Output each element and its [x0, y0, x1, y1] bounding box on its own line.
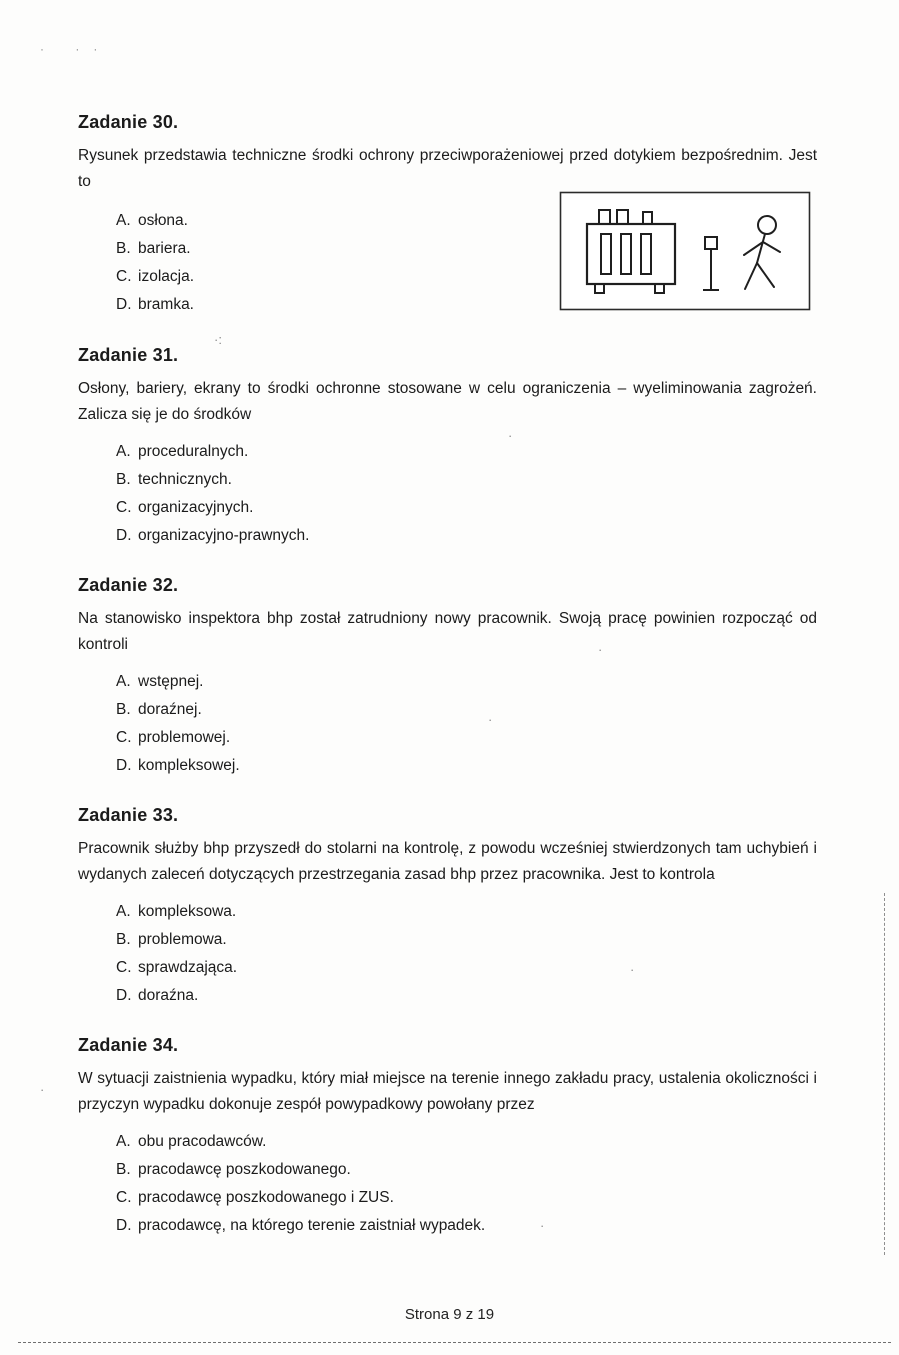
- question-31: [78, 345, 817, 549]
- option-letter: B.: [116, 1161, 131, 1178]
- option-b: [116, 1156, 817, 1183]
- option-letter: C.: [116, 1189, 132, 1206]
- option-text: pracodawcę poszkodowanego i ZUS.: [138, 1189, 394, 1206]
- option-letter: C.: [116, 268, 132, 285]
- option-text: obu pracodawców.: [138, 1133, 267, 1150]
- option-letter: A.: [116, 903, 131, 920]
- scan-artifact-right-dashed-line: [884, 893, 885, 1255]
- scan-artifact-dot: ·: [598, 642, 603, 657]
- option-c: [116, 954, 817, 981]
- option-d: [116, 752, 817, 779]
- option-letter: B.: [116, 931, 131, 948]
- option-letter: C.: [116, 729, 132, 746]
- option-c: [116, 724, 817, 751]
- option-letter: C.: [116, 499, 132, 516]
- question-body: Osłony, bariery, ekrany to środki ochronne stosowane w celu ograniczenia – wyeliminowania zagrożeń. Zalicza się je do środków: [78, 380, 817, 423]
- options-list: [78, 207, 194, 319]
- option-letter: D.: [116, 987, 132, 1004]
- scan-artifact-specks: · ··: [40, 42, 112, 56]
- option-letter: A.: [116, 212, 131, 229]
- option-text: problemowej.: [138, 729, 231, 746]
- option-text: osłona.: [138, 212, 188, 229]
- scan-artifact-dot: ·: [40, 1082, 45, 1097]
- option-b: [116, 466, 817, 493]
- scan-artifact-dot: ·: [488, 712, 493, 727]
- option-c: [116, 494, 817, 521]
- option-d: [116, 1212, 817, 1239]
- scan-artifact-dot: ·:: [214, 332, 222, 347]
- options-list: [78, 898, 817, 1009]
- scan-artifact-bottom-dashed-line: [18, 1342, 891, 1343]
- question-body: Pracownik służby bhp przyszedł do stolarni na kontrolę, z powodu wcześniej stwierdzonych tam uchybień i wydanych zaleceń dotyczących przestrzegania zasad bhp przez pracownika. Jest to kontrola: [78, 840, 817, 883]
- question-title: Zadanie 30.: [78, 112, 179, 132]
- option-text: problemowa.: [138, 931, 227, 948]
- option-text: pracodawcę poszkodowanego.: [138, 1161, 351, 1178]
- option-text: sprawdzająca.: [138, 959, 238, 976]
- option-c: [116, 1184, 817, 1211]
- option-letter: D.: [116, 1217, 132, 1234]
- option-letter: B.: [116, 701, 131, 718]
- question-body: Na stanowisko inspektora bhp został zatrudniony nowy pracownik. Swoją pracę powinien rozpocząć od kontroli: [78, 610, 817, 653]
- option-text: kompleksowa.: [138, 903, 237, 920]
- option-text: bramka.: [138, 296, 194, 313]
- option-b: [116, 235, 194, 262]
- figure-drawing-svg: [559, 191, 811, 311]
- question-30-row: [78, 205, 817, 319]
- question-title: Zadanie 32.: [78, 575, 179, 595]
- option-text: pracodawcę, na którego terenie zaistniał wypadek.: [138, 1217, 486, 1234]
- question-title: Zadanie 34.: [78, 1035, 179, 1055]
- option-text: organizacyjnych.: [138, 499, 254, 516]
- option-text: bariera.: [138, 240, 191, 257]
- option-text: technicznych.: [138, 471, 232, 488]
- option-letter: D.: [116, 757, 132, 774]
- options-list: [78, 438, 817, 549]
- option-a: [116, 1128, 817, 1155]
- option-text: doraźna.: [138, 987, 199, 1004]
- option-a: [116, 668, 817, 695]
- option-c: [116, 263, 194, 290]
- option-letter: A.: [116, 443, 131, 460]
- question-32: [78, 575, 817, 779]
- option-b: [116, 696, 817, 723]
- question-30: [78, 112, 817, 319]
- options-list: [78, 668, 817, 779]
- question-title: Zadanie 33.: [78, 805, 179, 825]
- option-text: doraźnej.: [138, 701, 202, 718]
- scan-artifact-dot: ·: [508, 428, 513, 443]
- scan-artifact-dot: ·: [630, 962, 635, 977]
- option-letter: D.: [116, 296, 132, 313]
- page-footer: Strona 9 z 19: [404, 1306, 495, 1323]
- option-letter: C.: [116, 959, 132, 976]
- option-a: [116, 438, 817, 465]
- question-body: W sytuacji zaistnienia wypadku, który miał miejsce na terenie innego zakładu pracy, ustalenia okoliczności i przyczyn wypadku dokonuje zespół powypadkowy powołany przez: [78, 1070, 817, 1113]
- scan-artifact-dot: ·: [540, 1218, 545, 1233]
- option-text: organizacyjno-prawnych.: [138, 527, 310, 544]
- option-a: [116, 207, 194, 234]
- option-letter: B.: [116, 471, 131, 488]
- option-d: [116, 522, 817, 549]
- protection-devices-figure: [559, 191, 811, 316]
- option-a: [116, 898, 817, 925]
- option-d: [116, 982, 817, 1009]
- question-34: [78, 1035, 817, 1239]
- option-d: [116, 291, 194, 318]
- option-text: wstępnej.: [138, 673, 204, 690]
- option-text: izolacja.: [138, 268, 194, 285]
- option-letter: A.: [116, 1133, 131, 1150]
- option-b: [116, 926, 817, 953]
- question-33: [78, 805, 817, 1009]
- option-letter: A.: [116, 673, 131, 690]
- option-text: kompleksowej.: [138, 757, 240, 774]
- option-text: proceduralnych.: [138, 443, 249, 460]
- option-letter: B.: [116, 240, 131, 257]
- question-body: Rysunek przedstawia techniczne środki ochrony przeciwporażeniowej przed dotykiem bezpośrednim. Jest to: [78, 147, 817, 190]
- options-list: [78, 1128, 817, 1239]
- question-title: Zadanie 31.: [78, 345, 179, 365]
- option-letter: D.: [116, 527, 132, 544]
